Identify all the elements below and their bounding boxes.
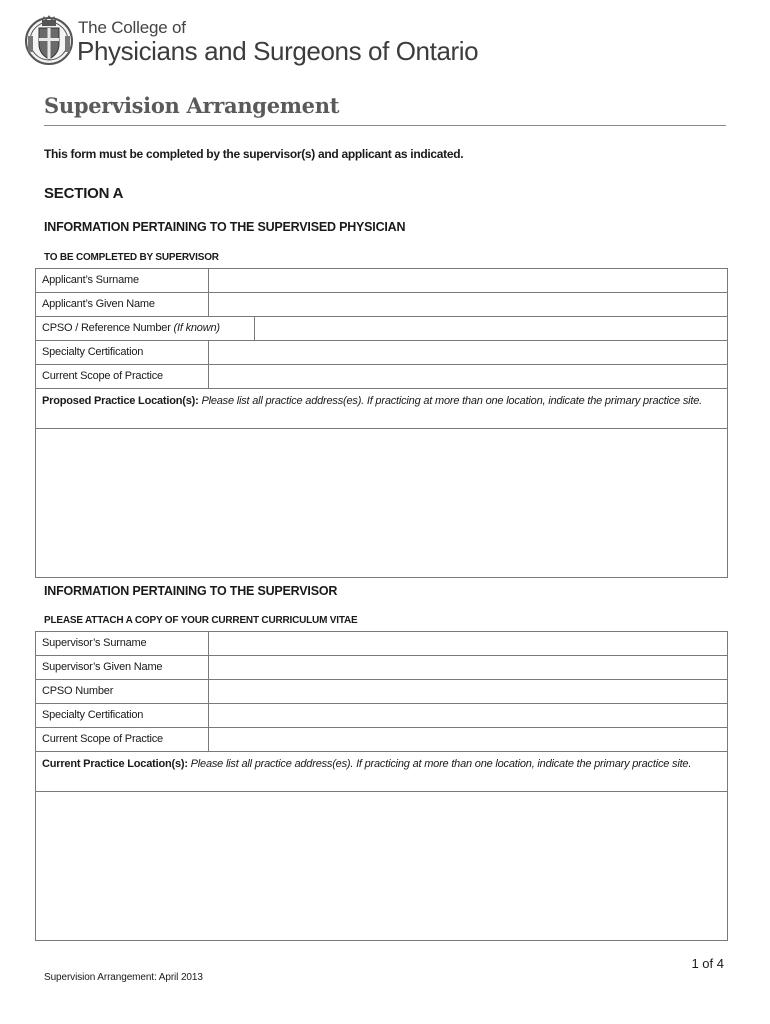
supervisor-given-name-row	[36, 656, 727, 680]
logo-text-line2: Physicians and Surgeons of Ontario	[77, 36, 479, 66]
applicant-cpso-hint: (If known)	[173, 322, 220, 334]
current-location-instruction: Please list all practice address(es). If practicing at more than one location, indicate the primary practice site.	[187, 758, 692, 770]
supervisor-scope-field[interactable]	[208, 728, 727, 751]
logo-text-line1: The College of	[78, 18, 186, 37]
supervised-physician-form	[35, 268, 728, 578]
applicant-scope-label: Current Scope of Practice	[42, 370, 163, 382]
applicant-specialty-label: Specialty Certification	[42, 346, 144, 358]
supervisor-heading: INFORMATION PERTAINING TO THE SUPERVISOR	[44, 584, 338, 598]
supervisor-surname-label: Supervisor’s Surname	[42, 637, 147, 649]
section-a-heading: SECTION A	[44, 185, 124, 202]
current-location-field[interactable]	[36, 792, 727, 940]
current-location-header	[36, 752, 727, 792]
footer-text: Supervision Arrangement: April 2013	[44, 972, 203, 983]
applicant-cpso-label	[42, 322, 220, 334]
applicant-surname-field[interactable]	[208, 269, 727, 292]
supervisor-given-name-label: Supervisor’s Given Name	[42, 661, 163, 673]
supervisor-specialty-row	[36, 704, 727, 728]
page-number: 1 of 4	[691, 956, 724, 971]
supervisor-scope-label: Current Scope of Practice	[42, 733, 163, 745]
applicant-given-name-row	[36, 293, 727, 317]
proposed-location-field[interactable]	[36, 429, 727, 577]
proposed-location-instruction: Please list all practice address(es). If practicing at more than one location, indicate the primary practice site.	[198, 395, 703, 407]
applicant-cpso-field[interactable]	[254, 317, 727, 340]
title-divider	[44, 125, 726, 126]
applicant-surname-row	[36, 269, 727, 293]
applicant-cpso-label-text: CPSO / Reference Number	[42, 322, 174, 334]
supervisor-given-name-field[interactable]	[208, 656, 727, 679]
supervisor-form	[35, 631, 728, 941]
supervisor-cpso-label: CPSO Number	[42, 685, 114, 697]
supervisor-cpso-row	[36, 680, 727, 704]
supervised-physician-note: TO BE COMPLETED BY SUPERVISOR	[44, 252, 219, 263]
applicant-surname-label: Applicant’s Surname	[42, 274, 139, 286]
page-title: Supervision Arrangement	[44, 93, 340, 118]
supervisor-scope-row	[36, 728, 727, 752]
applicant-given-name-label: Applicant’s Given Name	[42, 298, 155, 310]
current-location-label: Current Practice Location(s):	[42, 758, 188, 770]
college-crest-icon	[24, 14, 74, 68]
supervisor-note: PLEASE ATTACH A COPY OF YOUR CURRENT CURRICULUM VITAE	[44, 615, 358, 626]
supervisor-cpso-field[interactable]	[208, 680, 727, 703]
supervisor-specialty-label: Specialty Certification	[42, 709, 144, 721]
applicant-specialty-row	[36, 341, 727, 365]
applicant-given-name-field[interactable]	[208, 293, 727, 316]
applicant-cpso-row	[36, 317, 727, 341]
applicant-specialty-field[interactable]	[208, 341, 727, 364]
supervised-physician-heading: INFORMATION PERTAINING TO THE SUPERVISED PHYSICIAN	[44, 220, 406, 234]
proposed-location-label: Proposed Practice Location(s):	[42, 395, 199, 407]
applicant-scope-field[interactable]	[208, 365, 727, 388]
supervisor-surname-field[interactable]	[208, 632, 727, 655]
supervisor-surname-row	[36, 632, 727, 656]
supervisor-specialty-field[interactable]	[208, 704, 727, 727]
applicant-scope-row	[36, 365, 727, 389]
proposed-location-header	[36, 389, 727, 429]
intro-text: This form must be completed by the supervisor(s) and applicant as indicated.	[44, 147, 464, 161]
